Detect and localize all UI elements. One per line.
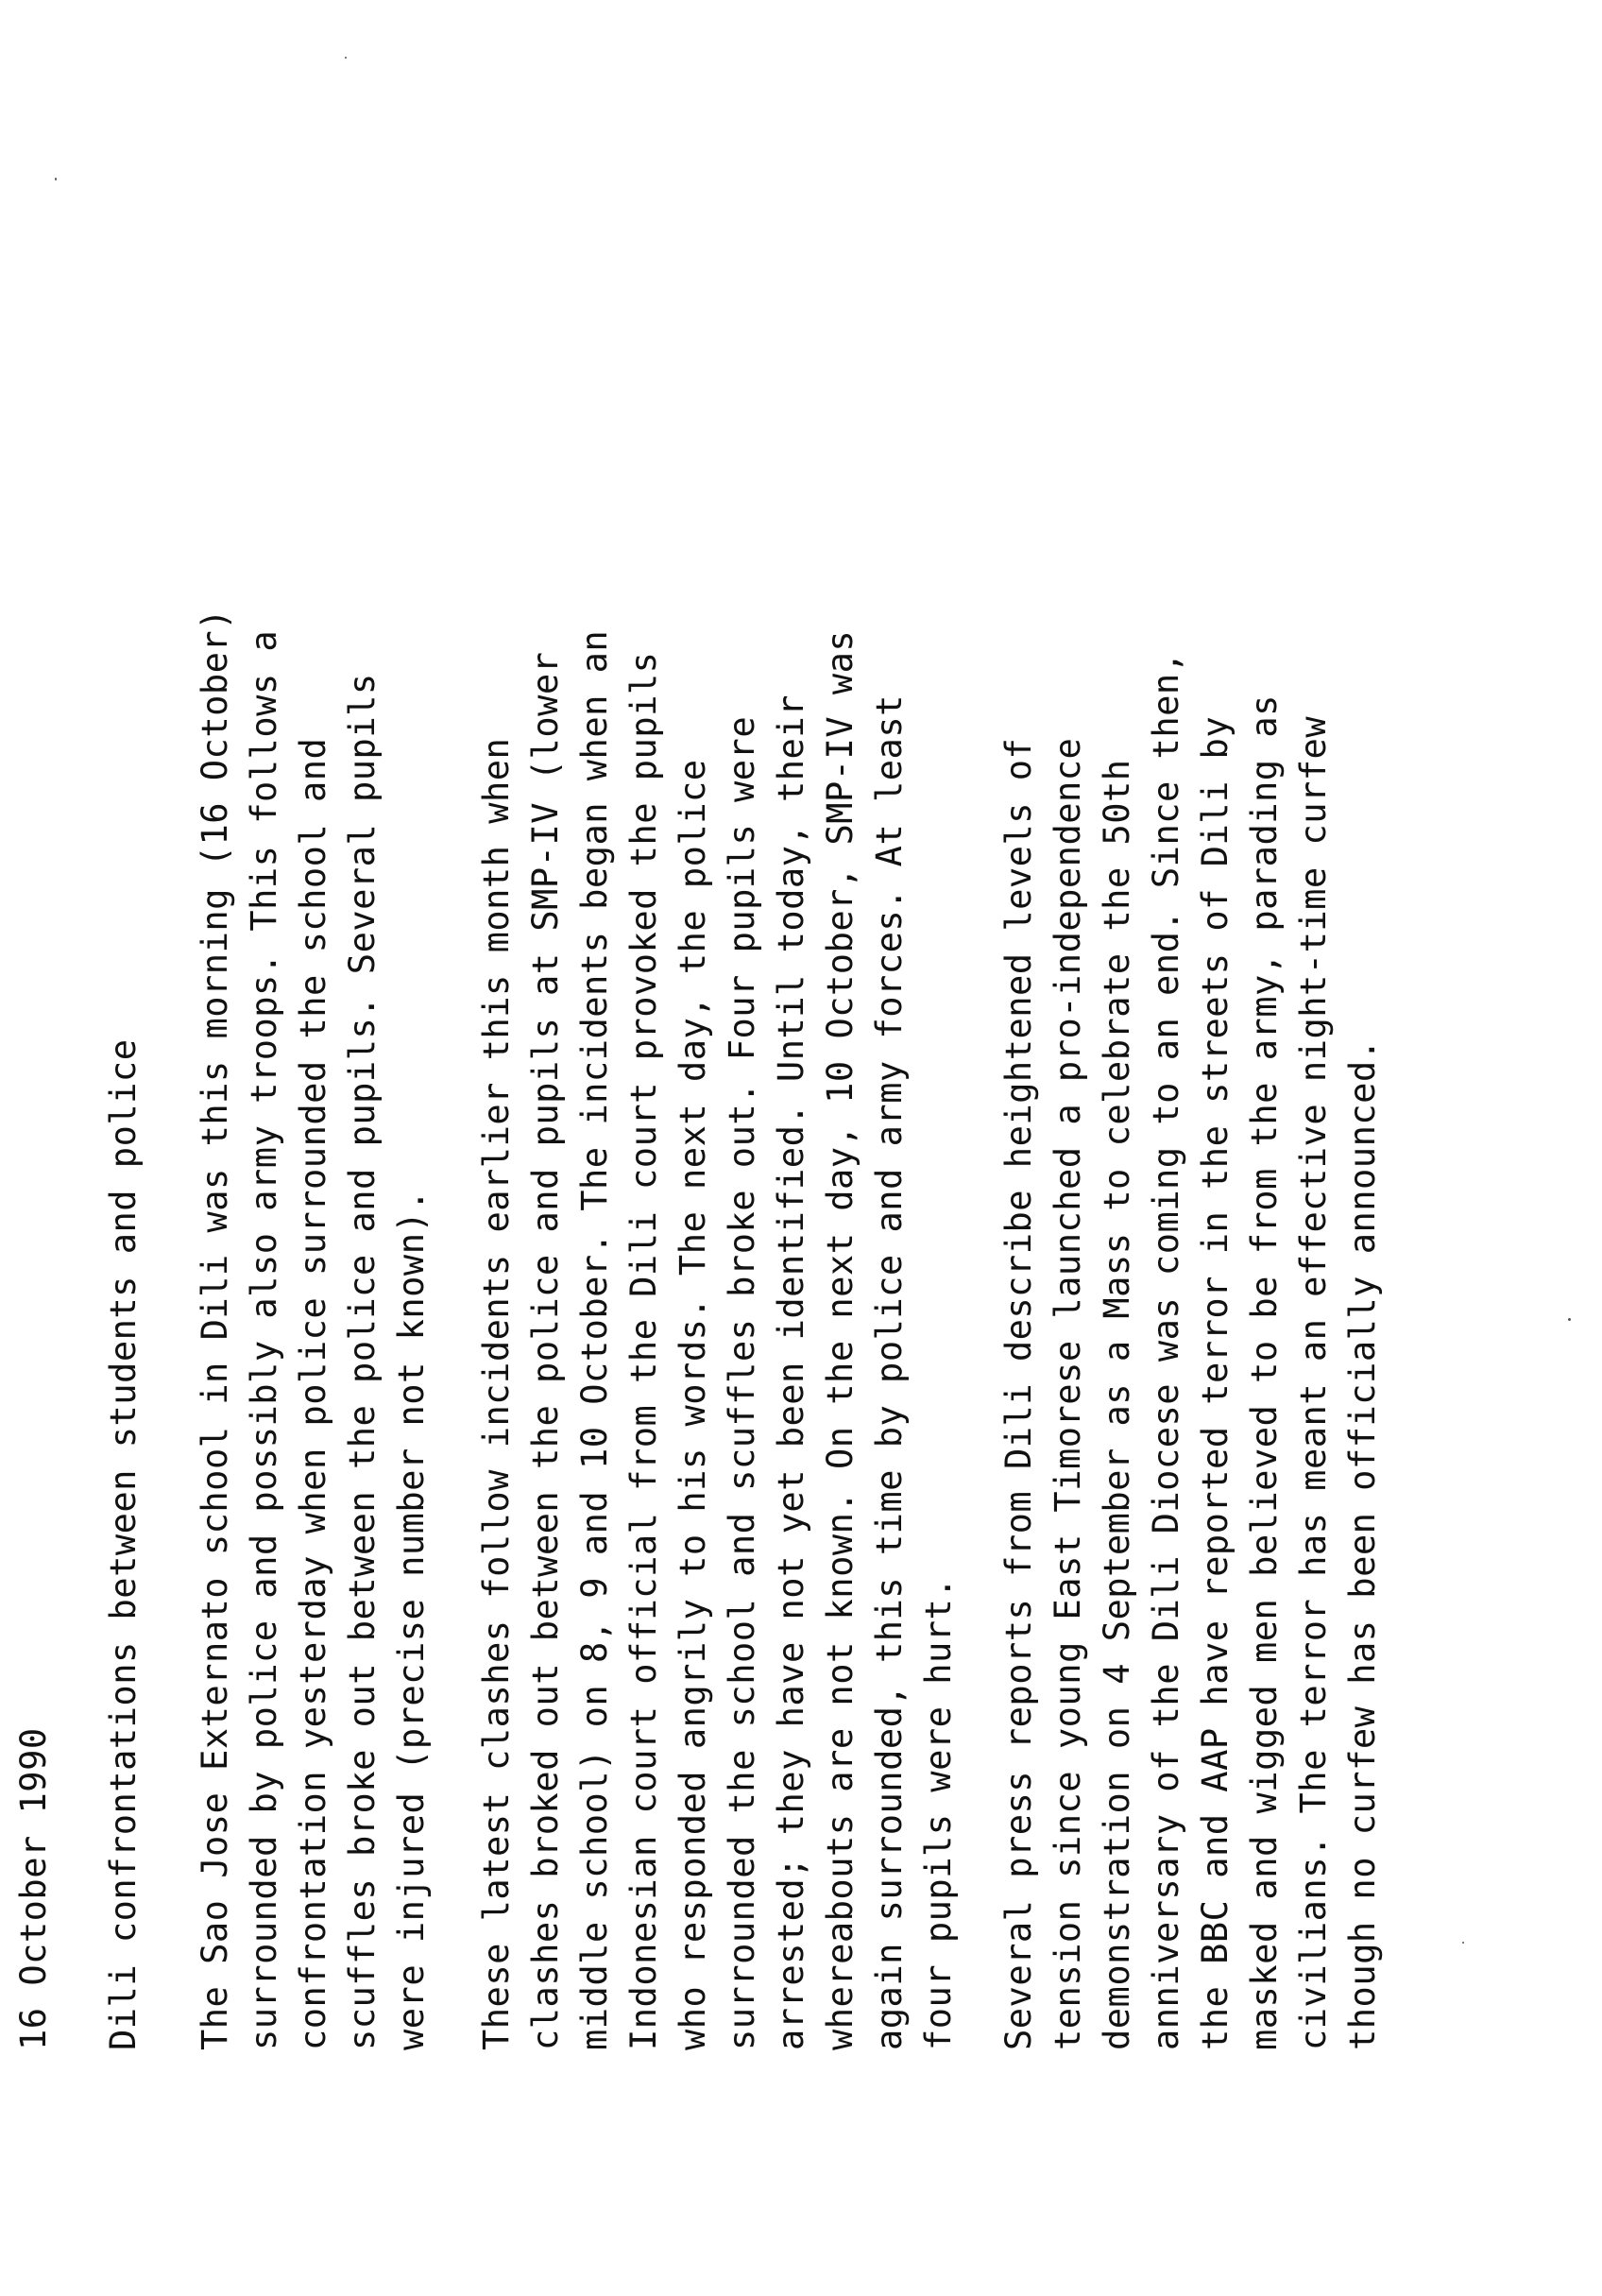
- paragraph-line: civilians. The terror has meant an effective night-time curfew: [1293, 715, 1334, 2050]
- paragraph-line: though no curfew has been officially announced.: [1342, 1038, 1383, 2050]
- paragraph-line: anniversary of the Dili Diocese was coming to an end. Since then,: [1146, 651, 1186, 2050]
- paragraph-line: again surrounded, this time by police and army forces. At least: [869, 694, 910, 2050]
- paragraph-line: demonstration on 4 September as a Mass to celebrate the 50th: [1097, 759, 1137, 2050]
- paragraph-line: four pupils were hurt.: [918, 1576, 959, 2050]
- paragraph-line: middle school) on 8, 9 and 10 October. The incidents began when an: [574, 629, 615, 2050]
- document-date: 16 October 1990: [13, 1727, 54, 2050]
- paragraph-line: whereabouts are not known. On the next day, 10 October, SMP-IV was: [820, 629, 861, 2050]
- scan-speck: [345, 57, 347, 59]
- paragraph-line: the BBC and AAP have reported terror in the streets of Dili by: [1195, 715, 1236, 2050]
- paragraph-line: arrested; they have not yet been identified. Until today, their: [771, 694, 811, 2050]
- paragraph-line: were injured (precise number not known).: [391, 1189, 432, 2050]
- paragraph-line: These latest clashes follow incidents earlier this month when: [476, 737, 517, 2050]
- scan-speck: [55, 178, 57, 180]
- paragraph-line: surrounded the school and scuffles broke out. Four pupils were: [722, 715, 762, 2050]
- paragraph-line: clashes broked out between the police and pupils at SMP-IV (lower: [525, 651, 566, 2050]
- paragraph-line: masked and wigged men believed to be from the army, parading as: [1244, 694, 1285, 2050]
- paragraph-line: confrontation yesterday when police surrounded the school and: [293, 737, 333, 2050]
- rotated-text-block: [9, 161, 1389, 2050]
- paragraph-line: The Sao Jose Externato school in Dili was this morning (16 October): [195, 608, 235, 2050]
- paragraph-line: Indonesian court official from the Dili court provoked the pupils: [623, 651, 664, 2050]
- paragraph-line: Several press reports from Dili describe heightened levels of: [998, 737, 1039, 2050]
- scan-speck: [1462, 1942, 1464, 1944]
- scan-speck: [1568, 1318, 1571, 1321]
- paragraph-line: scuffles broke out between the police and pupils. Several pupils: [342, 673, 383, 2050]
- paragraph-line: tension since young East Timorese launched a pro-independence: [1048, 737, 1088, 2050]
- document-headline: Dili confrontations between students and police: [103, 1038, 144, 2050]
- paragraph-line: surrounded by police and possibly also army troops. This follows a: [244, 629, 284, 2050]
- paragraph-line: who responded angrily to his words. The next day, the police: [673, 759, 713, 2050]
